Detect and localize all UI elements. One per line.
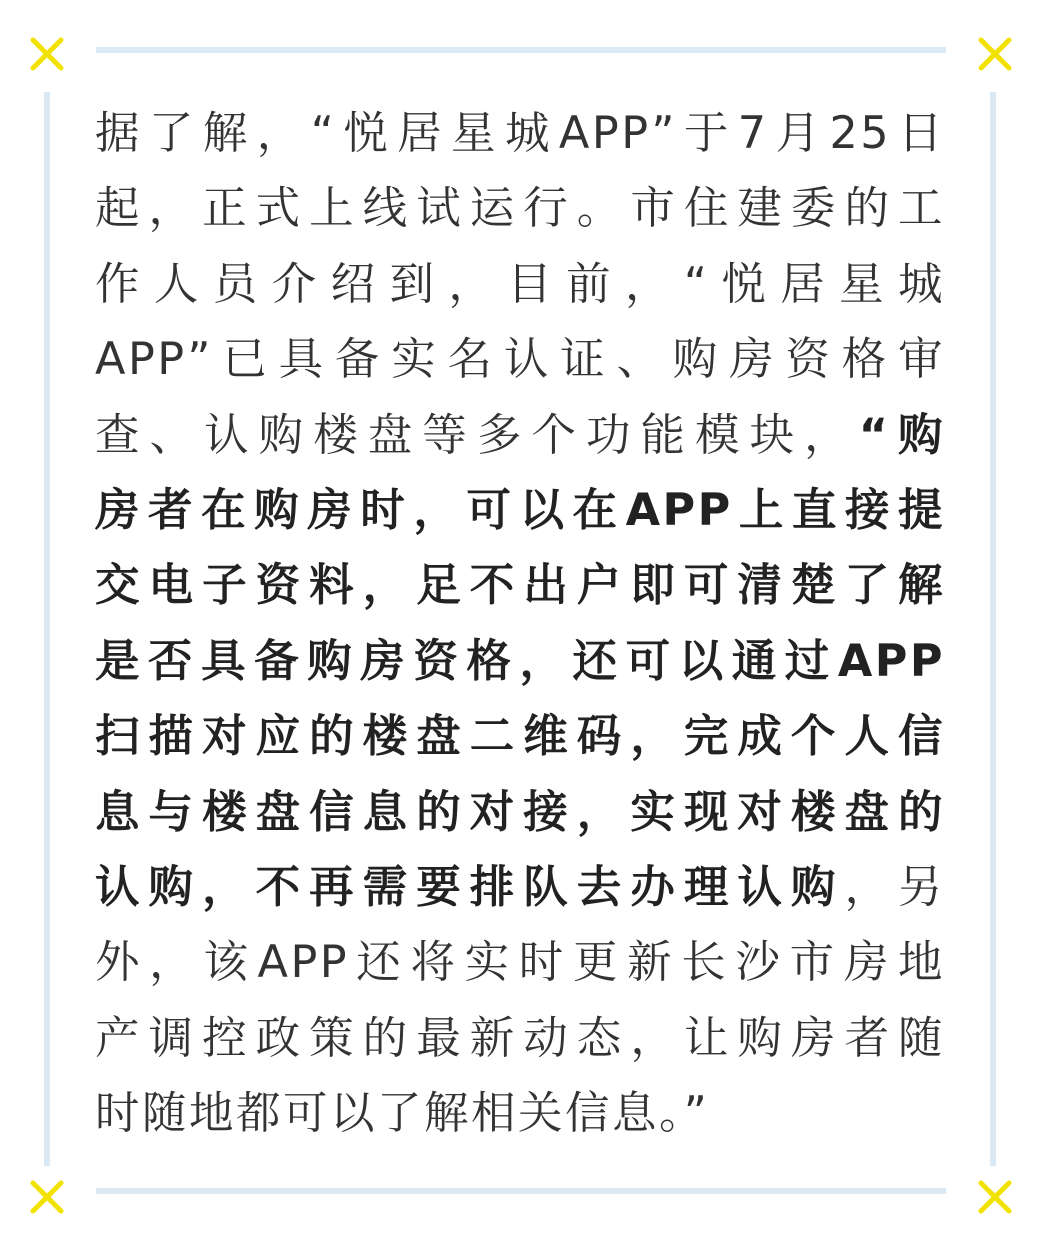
text-line bbox=[95, 1001, 945, 1076]
text-run: 作人员介绍到，目前，“悦居星城 bbox=[95, 258, 945, 310]
text-run: ，另 bbox=[844, 862, 945, 914]
text-line bbox=[95, 96, 945, 171]
text-run-bold: 房者在购房时，可以在APP上直接提 bbox=[95, 485, 945, 537]
text-run: 外，该APP还将实时更新长沙市房地 bbox=[95, 937, 945, 989]
text-line bbox=[95, 775, 945, 850]
text-line bbox=[95, 548, 945, 623]
text-run-bold: 是否具备购房资格，还可以通过APP bbox=[95, 635, 945, 687]
cross-icon bbox=[27, 1177, 67, 1217]
text-line bbox=[95, 171, 945, 246]
text-run: 起，正式上线试运行。市住建委的工 bbox=[95, 183, 945, 235]
text-run-bold: “购 bbox=[858, 409, 945, 461]
text-run-bold: 息与楼盘信息的对接，实现对楼盘的 bbox=[95, 786, 945, 838]
cross-icon bbox=[975, 34, 1015, 74]
frame-right-border bbox=[990, 92, 996, 1166]
text-run-bold: 扫描对应的楼盘二维码，完成个人信 bbox=[95, 711, 945, 763]
article-body bbox=[95, 96, 945, 1152]
text-run: 时随地都可以了解相关信息。” bbox=[95, 1088, 710, 1140]
cross-icon bbox=[975, 1177, 1015, 1217]
text-run-bold: 认购，不再需要排队去办理认购 bbox=[95, 862, 845, 914]
text-run: APP”已具备实名认证、购房资格审 bbox=[95, 334, 945, 386]
text-line bbox=[95, 699, 945, 774]
text-line bbox=[95, 1076, 945, 1151]
text-line bbox=[95, 473, 945, 548]
text-run: 据了解，“悦居星城APP”于7月25日 bbox=[95, 108, 945, 159]
text-run: 产调控政策的最新动态，让购房者随 bbox=[95, 1012, 945, 1064]
text-line bbox=[95, 624, 945, 699]
text-run: 查、认购楼盘等多个功能模块， bbox=[95, 409, 859, 461]
text-line bbox=[95, 247, 945, 322]
frame-bottom-border bbox=[96, 1188, 946, 1194]
text-line bbox=[95, 398, 945, 473]
text-run-bold: 交电子资料，足不出户即可清楚了解 bbox=[95, 560, 945, 612]
text-line bbox=[95, 850, 945, 925]
text-line bbox=[95, 925, 945, 1000]
frame-top-border bbox=[96, 47, 946, 53]
text-line bbox=[95, 322, 945, 397]
cross-icon bbox=[27, 34, 67, 74]
frame-left-border bbox=[44, 92, 50, 1166]
